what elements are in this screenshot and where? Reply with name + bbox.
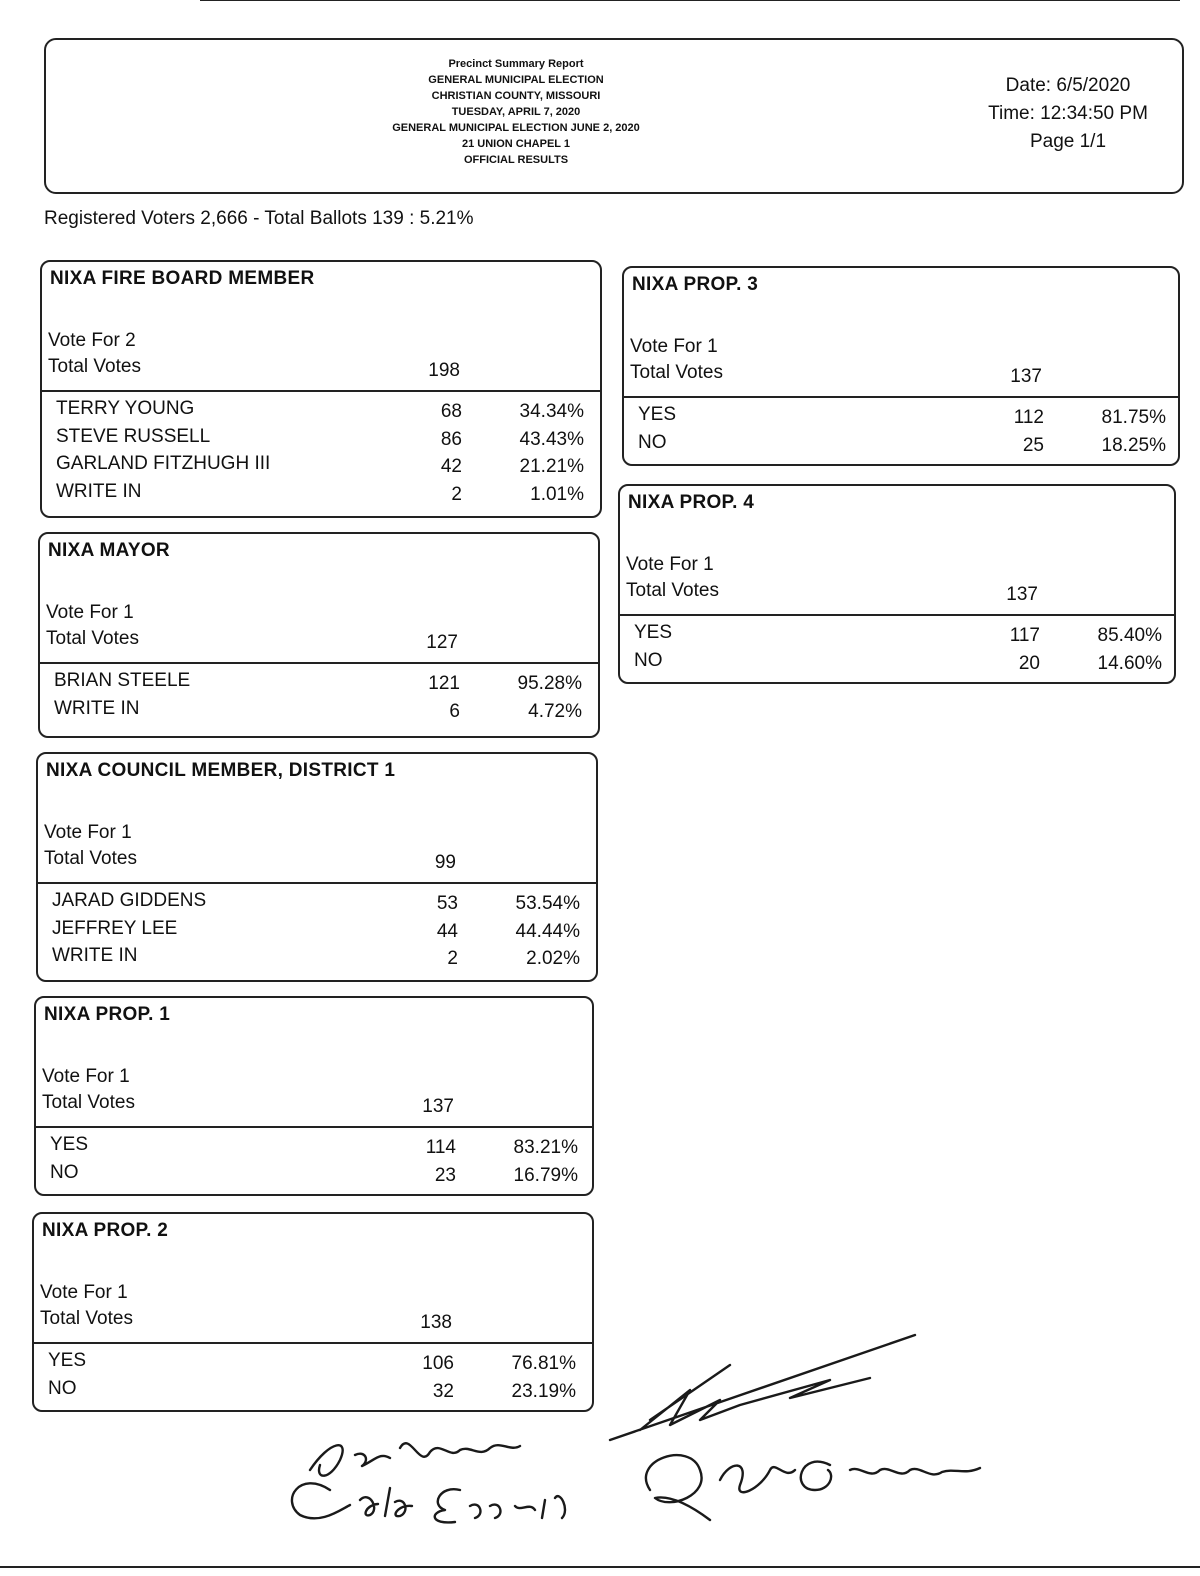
candidate-row — [38, 918, 596, 946]
candidate-name: GARLAND FITZHUGH III — [56, 453, 271, 474]
candidate-votes: 2 — [447, 948, 458, 969]
report-title-line: Precinct Summary Report — [448, 58, 584, 70]
candidate-votes: 68 — [440, 401, 462, 422]
contest-title: NIXA MAYOR — [48, 540, 170, 561]
contest-box-prop-1 — [34, 996, 594, 1196]
report-title-line: TUESDAY, APRIL 7, 2020 — [451, 106, 581, 118]
total-votes-value: 198 — [428, 360, 460, 381]
candidate-name: NO — [50, 1161, 79, 1183]
candidate-name: YES — [48, 1350, 87, 1371]
report-title-line: CHRISTIAN COUNTY, MISSOURI — [431, 90, 601, 102]
signature-2 — [292, 1483, 565, 1522]
candidate-percent: 4.72% — [528, 700, 582, 722]
candidate-name: WRITE IN — [56, 480, 142, 502]
candidate-row — [42, 398, 600, 426]
results-divider — [36, 1126, 592, 1128]
total-votes-value: 127 — [426, 632, 458, 653]
candidate-votes: 86 — [440, 428, 462, 450]
total-votes-label: Total Votes — [630, 362, 723, 383]
candidate-votes: 106 — [422, 1353, 454, 1374]
total-votes-label: Total Votes — [40, 1308, 133, 1329]
candidate-percent: 44.44% — [515, 920, 580, 942]
candidate-name: NO — [638, 431, 667, 453]
candidate-percent: 2.02% — [526, 948, 580, 969]
candidate-percent: 76.81% — [511, 1353, 576, 1374]
candidate-name: YES — [50, 1134, 89, 1155]
candidate-name: JEFFREY LEE — [52, 917, 178, 939]
total-votes-label: Total Votes — [48, 356, 141, 377]
candidate-votes: 114 — [425, 1137, 456, 1158]
report-title-line: 21 UNION CHAPEL 1 — [462, 138, 570, 150]
candidate-name: JARAD GIDDENS — [52, 890, 207, 911]
contest-title: NIXA COUNCIL MEMBER, DISTRICT 1 — [46, 760, 396, 781]
candidate-name: YES — [634, 622, 673, 643]
vote-for-label: Vote For 1 — [630, 336, 718, 357]
results-divider — [38, 882, 596, 884]
candidate-name: NO — [48, 1377, 77, 1399]
candidate-row — [38, 945, 596, 973]
contest-title: NIXA FIRE BOARD MEMBER — [50, 268, 315, 289]
total-votes-label: Total Votes — [44, 848, 137, 869]
total-votes-label: Total Votes — [626, 580, 719, 601]
contest-box-fire-board — [40, 260, 602, 518]
contest-box-prop-3 — [622, 266, 1180, 466]
candidate-percent: 81.75% — [1101, 407, 1166, 428]
contest-title: NIXA PROP. 4 — [628, 492, 755, 513]
results-divider — [620, 614, 1174, 616]
candidate-row — [624, 404, 1178, 432]
candidate-votes: 112 — [1013, 407, 1044, 428]
candidate-percent: 43.43% — [519, 428, 584, 450]
candidate-name: WRITE IN — [54, 697, 140, 719]
report-date: Date: 6/5/2020 — [1005, 75, 1131, 96]
candidate-percent: 95.28% — [517, 673, 582, 694]
total-votes-value: 99 — [434, 852, 456, 873]
signatures — [270, 1320, 990, 1530]
contest-box-prop-4 — [618, 484, 1176, 684]
total-votes-label: Total Votes — [46, 628, 139, 649]
contest-title: NIXA PROP. 1 — [44, 1004, 171, 1025]
candidate-votes: 6 — [449, 700, 460, 722]
vote-for-label: Vote For 2 — [48, 330, 136, 351]
candidate-votes: 117 — [1009, 625, 1040, 646]
candidate-row — [620, 650, 1174, 678]
report-title-block — [346, 56, 686, 168]
candidate-row — [624, 432, 1178, 460]
candidate-row — [36, 1134, 592, 1162]
report-title-line: OFFICIAL RESULTS — [463, 154, 569, 166]
contest-box-council-district-1 — [36, 752, 598, 982]
results-divider — [40, 662, 598, 664]
candidate-percent: 18.25% — [1101, 434, 1166, 456]
candidate-name: YES — [638, 404, 677, 425]
report-title-line: GENERAL MUNICIPAL ELECTION — [428, 74, 604, 86]
top-edge-line — [200, 0, 1180, 1]
candidate-name: NO — [634, 649, 663, 671]
vote-for-label: Vote For 1 — [626, 554, 714, 575]
candidate-percent: 21.21% — [519, 456, 584, 477]
candidate-percent: 83.21% — [513, 1137, 578, 1158]
candidate-row — [620, 622, 1174, 650]
candidate-votes: 2 — [451, 483, 462, 505]
contest-title: NIXA PROP. 3 — [632, 274, 759, 295]
candidate-row — [42, 453, 600, 481]
total-votes-label: Total Votes — [42, 1092, 135, 1113]
total-votes-value: 137 — [422, 1096, 454, 1117]
candidate-percent: 53.54% — [515, 893, 580, 914]
results-divider — [624, 396, 1178, 398]
candidate-row — [42, 426, 600, 454]
contest-box-mayor — [38, 532, 600, 738]
vote-for-label: Vote For 1 — [46, 602, 134, 623]
report-header-box — [44, 38, 1184, 194]
candidate-percent: 16.79% — [513, 1164, 578, 1186]
candidate-name: WRITE IN — [52, 945, 138, 966]
results-divider — [42, 390, 600, 392]
candidate-row — [38, 890, 596, 918]
candidate-name: STEVE RUSSELL — [56, 425, 211, 447]
vote-for-label: Vote For 1 — [42, 1066, 130, 1087]
candidate-votes: 42 — [440, 456, 462, 477]
report-page: Page 1/1 — [1029, 131, 1107, 152]
report-meta — [968, 72, 1168, 156]
registered-voters-line: Registered Voters 2,666 - Total Ballots 139 : 5.21% — [44, 208, 474, 229]
contest-title: NIXA PROP. 2 — [42, 1220, 169, 1241]
bottom-edge-line — [0, 1566, 1200, 1568]
candidate-votes: 121 — [428, 673, 460, 694]
candidate-votes: 44 — [436, 920, 458, 942]
signature-3 — [646, 1455, 980, 1520]
candidate-votes: 20 — [1018, 652, 1040, 674]
total-votes-value: 137 — [1006, 584, 1038, 605]
vote-for-label: Vote For 1 — [44, 822, 132, 843]
candidate-percent: 85.40% — [1097, 625, 1162, 646]
vote-for-label: Vote For 1 — [40, 1282, 128, 1303]
candidate-row — [40, 698, 598, 726]
candidate-name: BRIAN STEELE — [54, 670, 191, 691]
candidate-votes: 25 — [1022, 434, 1044, 456]
candidate-row — [42, 481, 600, 509]
candidate-votes: 32 — [432, 1380, 454, 1402]
report-title-line: GENERAL MUNICIPAL ELECTION JUNE 2, 2020 — [392, 122, 640, 134]
signature-1 — [310, 1443, 520, 1475]
total-votes-value: 138 — [420, 1312, 452, 1333]
candidate-percent: 1.01% — [530, 483, 584, 505]
candidate-votes: 23 — [434, 1164, 456, 1186]
candidate-votes: 53 — [436, 893, 458, 914]
total-votes-value: 137 — [1010, 366, 1042, 387]
candidate-percent: 34.34% — [519, 401, 584, 422]
report-time: Time: 12:34:50 PM — [988, 103, 1148, 124]
signature-initials — [610, 1335, 915, 1440]
candidate-percent: 23.19% — [511, 1380, 576, 1402]
candidate-row — [40, 670, 598, 698]
candidate-percent: 14.60% — [1097, 652, 1162, 674]
candidate-row — [36, 1162, 592, 1190]
candidate-name: TERRY YOUNG — [56, 398, 195, 419]
